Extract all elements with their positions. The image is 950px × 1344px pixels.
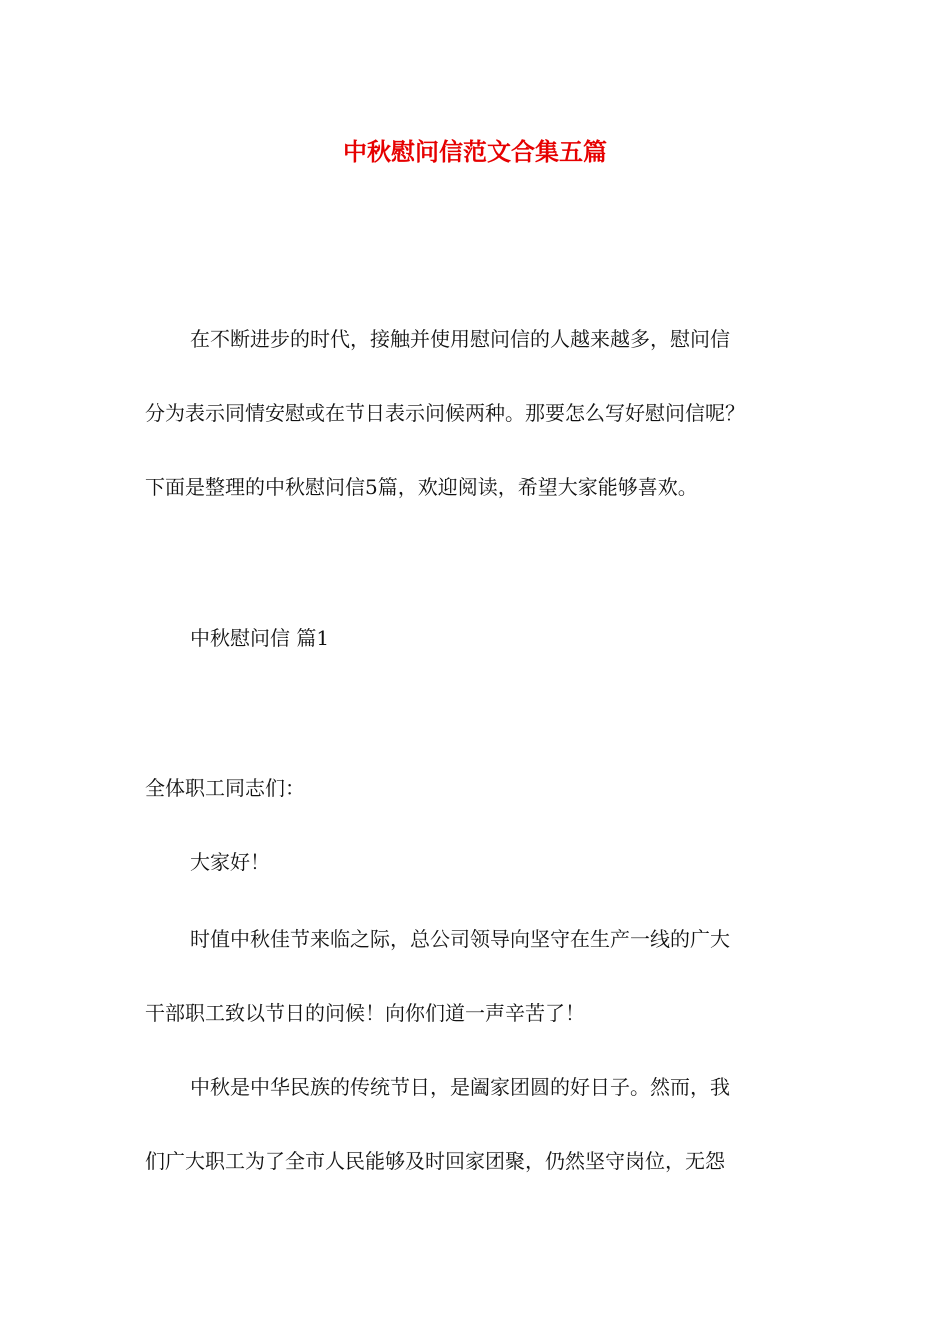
paragraph-1 (145, 902, 810, 1050)
paragraph-1-line-1: 时值中秋佳节来临之际，总公司领导向坚守在生产一线的广大 (190, 927, 730, 951)
section-heading: 中秋慰问信 篇1 (190, 626, 330, 650)
paragraph-2-line-2: 们广大职工为了全市人民能够及时回家团聚，仍然坚守岗位，无怨 (145, 1149, 725, 1173)
intro-line-3: 下面是整理的中秋慰问信5篇，欢迎阅读，希望大家能够喜欢。 (145, 475, 698, 499)
paragraph-2 (145, 1050, 810, 1198)
salutation: 全体职工同志们： (145, 776, 305, 800)
paragraph-1-line-2: 干部职工致以节日的问候！向你们道一声辛苦了！ (145, 1001, 585, 1025)
intro-line-1: 在不断进步的时代，接触并使用慰问信的人越来越多，慰问信 (190, 327, 730, 351)
greeting: 大家好！ (190, 850, 270, 874)
paragraph-2-line-1: 中秋是中华民族的传统节日，是阖家团圆的好日子。然而，我 (190, 1075, 730, 1099)
intro-paragraph (145, 302, 810, 524)
document-title: 中秋慰问信范文合集五篇 (343, 137, 607, 166)
intro-line-2: 分为表示同情安慰或在节日表示问候两种。那要怎么写好慰问信呢？ (145, 401, 745, 425)
